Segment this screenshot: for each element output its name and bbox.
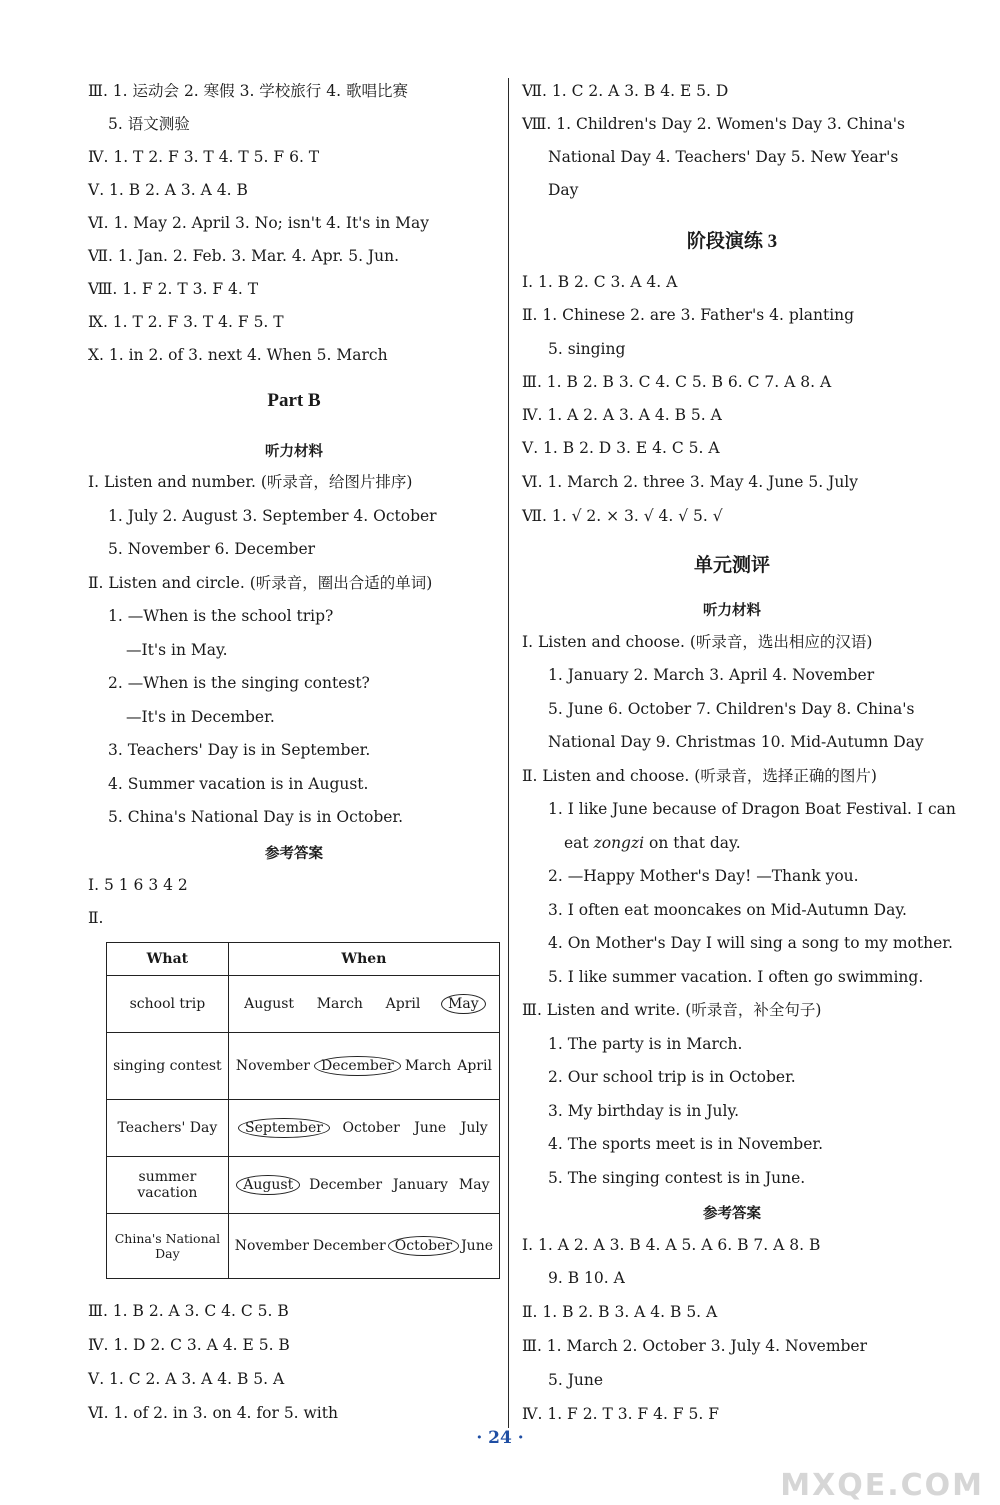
circled-option: September — [238, 1118, 330, 1138]
answer-line: Ⅳ. 1. T 2. F 3. T 4. T 5. F 6. T — [88, 148, 320, 166]
option: May — [458, 1177, 490, 1193]
table-header — [107, 943, 500, 976]
answer-line: 5. The singing contest is in June. — [548, 1169, 806, 1187]
header-when: When — [228, 943, 499, 976]
event-cell: summer vacation — [107, 1157, 229, 1214]
table-row — [107, 976, 500, 1033]
options-cell — [228, 1214, 499, 1279]
options-cell — [228, 1100, 499, 1157]
circled-option: October — [388, 1236, 459, 1256]
answer-line: Ⅵ. 1. May 2. April 3. No; isn't 4. It's in May — [88, 214, 430, 232]
option: March — [316, 996, 363, 1012]
table-row — [107, 1100, 500, 1157]
answer-line: Day — [548, 181, 579, 199]
answer-line: National Day 4. Teachers' Day 5. New Year's — [548, 148, 899, 166]
answer-line: 1. —When is the school trip? — [108, 607, 334, 625]
option: December — [312, 1238, 386, 1254]
answer-line: 1. July 2. August 3. September 4. October — [108, 507, 437, 525]
options-cell — [228, 976, 499, 1033]
answer-line: Ⅴ. 1. B 2. A 3. A 4. B — [88, 181, 248, 199]
option: June — [461, 1238, 493, 1254]
option: April — [385, 996, 421, 1012]
answer-line: Ⅱ. — [88, 909, 104, 927]
answer-text: eat — [564, 834, 594, 852]
section-heading-unit-test: 单元测评 — [693, 555, 770, 576]
answer-line: 5. singing — [548, 340, 626, 358]
option: March — [404, 1058, 452, 1074]
answer-line: Ⅰ. Listen and choose. (听录音，选出相应的汉语) — [522, 633, 873, 651]
answer-line: 1. The party is in March. — [548, 1035, 743, 1053]
answer-line: —It's in May. — [126, 641, 228, 659]
answer-line: Ⅰ. Listen and number. (听录音，给图片排序) — [88, 473, 413, 491]
answer-line: Ⅹ. 1. in 2. of 3. next 4. When 5. March — [88, 346, 388, 364]
option: October — [342, 1120, 400, 1136]
answer-line: 5. June — [548, 1371, 604, 1389]
subheading-answers: 参考答案 — [265, 845, 323, 862]
circled-option: August — [236, 1175, 300, 1195]
option: January — [393, 1177, 448, 1193]
answer-line: Ⅶ. 1. C 2. A 3. B 4. E 5. D — [522, 82, 729, 100]
header-what: What — [107, 943, 229, 976]
answer-line: 2. Our school trip is in October. — [548, 1068, 796, 1086]
answer-line: 4. Summer vacation is in August. — [108, 775, 369, 793]
answer-line: 3. My birthday is in July. — [548, 1102, 740, 1120]
option: June — [414, 1120, 447, 1136]
answer-line: 1. January 2. March 3. April 4. November — [548, 666, 875, 684]
option: November — [235, 1058, 310, 1074]
answer-line: Ⅲ. 1. B 2. B 3. C 4. C 5. B 6. C 7. A 8. A — [522, 373, 832, 391]
option: August — [244, 996, 295, 1012]
answer-line: 4. On Mother's Day I will sing a song to my mother. — [548, 934, 953, 952]
answer-line: 5. I like summer vacation. I often go swimming. — [548, 968, 924, 986]
event-cell: singing contest — [107, 1033, 229, 1100]
answer-table — [106, 942, 500, 1279]
answer-line: Ⅴ. 1. B 2. D 3. E 4. C 5. A — [522, 439, 720, 457]
answer-line: Ⅶ. 1. √ 2. × 3. √ 4. √ 5. √ — [522, 507, 723, 525]
page-number: · 24 · — [476, 1428, 524, 1448]
answer-line: 2. —When is the singing contest? — [108, 674, 370, 692]
event-cell: school trip — [107, 976, 229, 1033]
option: December — [309, 1177, 383, 1193]
answer-line: 5. China's National Day is in October. — [108, 808, 404, 826]
table-row — [107, 1033, 500, 1100]
answer-line: Ⅷ. 1. Children's Day 2. Women's Day 3. China's — [522, 115, 905, 133]
event-cell: Teachers' Day — [107, 1100, 229, 1157]
answer-line: —It's in December. — [126, 708, 275, 726]
answer-line: Ⅰ. 5 1 6 3 4 2 — [88, 876, 188, 894]
answer-line: Ⅷ. 1. F 2. T 3. F 4. T — [88, 280, 259, 298]
subheading-listening: 听力材料 — [703, 602, 761, 619]
subheading-listening: 听力材料 — [265, 443, 323, 460]
answer-line: Ⅱ. 1. B 2. B 3. A 4. B 5. A — [522, 1303, 718, 1321]
subheading-answers: 参考答案 — [703, 1205, 761, 1222]
options-cell — [228, 1033, 499, 1100]
answer-line: Ⅰ. 1. B 2. C 3. A 4. A — [522, 273, 678, 291]
event-cell: China's National Day — [107, 1214, 229, 1279]
answer-line — [522, 832, 741, 854]
answer-line: 1. I like June because of Dragon Boat Festival. I can — [548, 800, 956, 818]
table-row — [107, 1157, 500, 1214]
answer-line: Ⅳ. 1. D 2. C 3. A 4. E 5. B — [88, 1336, 290, 1354]
option: November — [234, 1238, 309, 1254]
answer-line: 5. November 6. December — [108, 540, 316, 558]
answer-line: 2. —Happy Mother's Day! —Thank you. — [548, 867, 859, 885]
answer-line: Ⅴ. 1. C 2. A 3. A 4. B 5. A — [88, 1370, 285, 1388]
section-heading-part-b: Part B — [267, 390, 321, 411]
answer-line: Ⅱ. Listen and choose. (听录音，选择正确的图片) — [522, 767, 877, 785]
answer-line: Ⅸ. 1. T 2. F 3. T 4. F 5. T — [88, 313, 284, 331]
answer-line: 3. I often eat mooncakes on Mid-Autumn Day. — [548, 901, 907, 919]
answer-text: on that day. — [644, 834, 741, 852]
circled-option: May — [441, 994, 486, 1014]
answer-line: 5. 语文测验 — [108, 115, 190, 133]
answer-line: 4. The sports meet is in November. — [548, 1135, 824, 1153]
watermark-logo: MXQE.COM — [780, 1468, 984, 1503]
answer-line: Ⅳ. 1. F 2. T 3. F 4. F 5. F — [522, 1405, 719, 1423]
table-row — [107, 1214, 500, 1279]
answer-line: Ⅳ. 1. A 2. A 3. A 4. B 5. A — [522, 406, 722, 424]
answer-line: National Day 9. Christmas 10. Mid-Autumn Day — [548, 733, 924, 751]
answer-line: 5. June 6. October 7. Children's Day 8. China's — [548, 700, 915, 718]
answer-line: Ⅱ. Listen and circle. (听录音，圈出合适的单词) — [88, 574, 433, 592]
answer-line: Ⅲ. 1. 运动会 2. 寒假 3. 学校旅行 4. 歌唱比赛 — [88, 82, 408, 100]
answer-line: Ⅲ. 1. B 2. A 3. C 4. C 5. B — [88, 1302, 289, 1320]
answer-line: Ⅶ. 1. Jan. 2. Feb. 3. Mar. 4. Apr. 5. Jun. — [88, 247, 400, 265]
section-heading-stage-practice: 阶段演练 3 — [686, 231, 778, 252]
answer-line: Ⅵ. 1. of 2. in 3. on 4. for 5. with — [88, 1404, 338, 1422]
answer-line: Ⅵ. 1. March 2. three 3. May 4. June 5. July — [522, 473, 859, 491]
answer-line: 9. B 10. A — [548, 1269, 625, 1287]
answer-line: 3. Teachers' Day is in September. — [108, 741, 371, 759]
answer-line: Ⅱ. 1. Chinese 2. are 3. Father's 4. planting — [522, 306, 855, 324]
option: July — [460, 1120, 488, 1136]
options-cell — [228, 1157, 499, 1214]
column-divider — [508, 78, 509, 1428]
answer-line: Ⅰ. 1. A 2. A 3. B 4. A 5. A 6. B 7. A 8. B — [522, 1236, 821, 1254]
answer-line: Ⅲ. 1. March 2. October 3. July 4. November — [522, 1337, 868, 1355]
answer-line: Ⅲ. Listen and write. (听录音，补全句子) — [522, 1001, 822, 1019]
answer-text-italic: zongzi — [593, 834, 645, 852]
circled-option: December — [314, 1056, 401, 1076]
option: April — [457, 1058, 492, 1074]
